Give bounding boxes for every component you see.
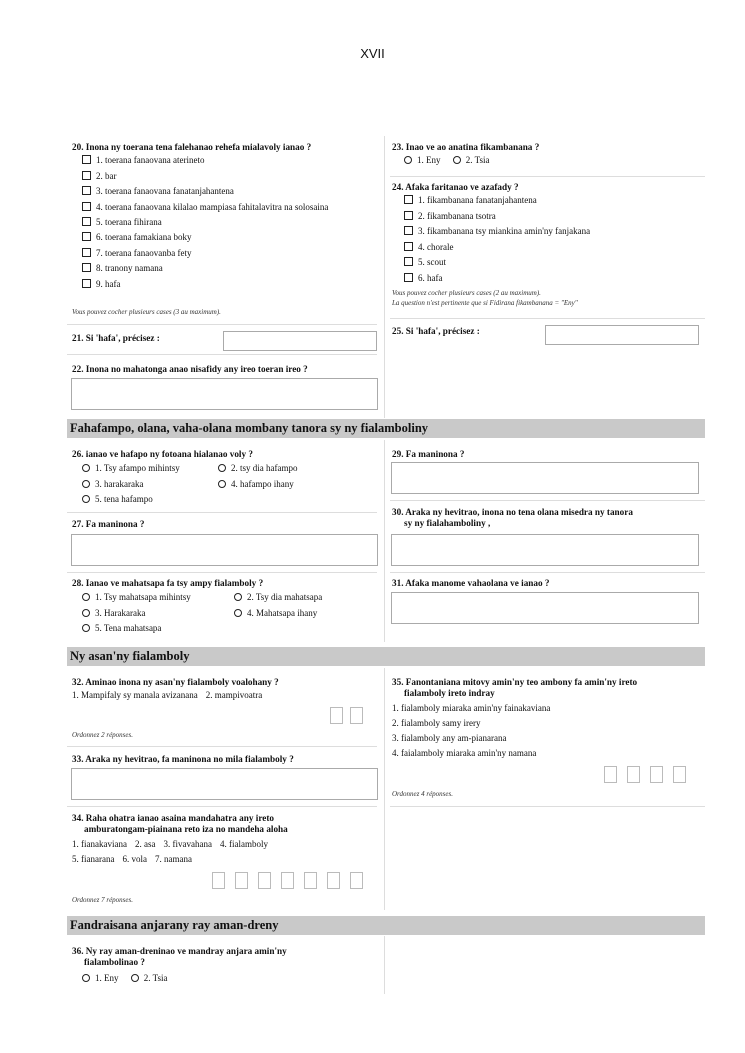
q32-option: 2. mampivoatra [205,690,263,700]
page-number: XVII [360,46,385,61]
q26-option[interactable]: 2. tsy dia hafampo [218,463,298,473]
q20-option[interactable]: 8. tranony namana [82,261,372,277]
row-divider [390,572,705,573]
q27-label: 27. Fa maninona ? [72,519,145,529]
q35-note: Ordonnez 4 réponses. [392,790,453,798]
radio-icon[interactable] [82,464,90,472]
radio-icon[interactable] [82,495,90,503]
q34-option: 7. namana [154,854,192,864]
checkbox-icon[interactable] [404,257,413,266]
radio-icon[interactable] [218,480,226,488]
rank-box[interactable] [673,766,686,783]
rank-box[interactable] [350,872,363,889]
rank-box[interactable] [235,872,248,889]
q20-option[interactable]: 9. hafa [82,277,372,293]
checkbox-icon[interactable] [404,195,413,204]
q24-option[interactable]: 1. fikambanana fanatanjahantena [404,193,590,209]
radio-icon[interactable] [234,609,242,617]
q31-label: 31. Afaka manome vahaolana ve ianao ? [392,578,550,588]
section-header: Fahafampo, olana, vaha-olana mombany tanora sy ny fialamboliny [67,419,705,438]
q26-options [82,461,377,508]
checkbox-icon[interactable] [404,211,413,220]
row-divider [390,806,705,807]
q20-option[interactable]: 4. toerana fanaovana kilalao mampiasa fahitalavitra na solosaina [82,200,372,215]
q20-option[interactable]: 2. bar [82,169,372,185]
column-divider [384,440,385,642]
q26-option[interactable]: 1. Tsy afampo mihintsy [82,461,218,477]
q34-options [72,837,276,867]
q35-label: 35. Fanontaniana mitovy amin'ny teo ambony fa amin'ny ireto fialamboly ireto indray [392,677,638,698]
q35-option: 3. fialamboly any am-pianarana [392,733,507,743]
radio-icon[interactable] [82,974,90,982]
checkbox-icon[interactable] [82,232,91,241]
radio-icon[interactable] [82,480,90,488]
column-divider [384,936,385,994]
q32-label: 32. Aminao inona ny asan'ny fialamboly voalohany ? [72,677,279,687]
checkbox-icon[interactable] [82,186,91,195]
q20-option[interactable]: 6. toerana famakiana boky [82,230,372,246]
q35-option: 1. fialamboly miaraka amin'ny fainakaviana [392,703,551,713]
checkbox-icon[interactable] [82,171,91,180]
rank-box[interactable] [650,766,663,783]
q20-option[interactable]: 3. toerana fanaovana fanatanjahantena [82,184,372,200]
rank-box[interactable] [627,766,640,783]
radio-icon[interactable] [131,974,139,982]
q28-option[interactable]: 4. Mahatsapa ihany [234,608,317,618]
q23-option-eny[interactable]: 1. Eny [404,155,441,165]
q26-option[interactable]: 5. tena hafampo [82,494,153,504]
rank-box[interactable] [350,707,363,724]
q24-option[interactable]: 5. scout [404,255,590,271]
q34-option: 6. vola [122,854,147,864]
q30-input[interactable] [391,534,699,566]
q34-option: 4. fialamboly [219,839,268,849]
radio-icon[interactable] [218,464,226,472]
q24-option[interactable]: 2. fikambanana tsotra [404,209,590,225]
q24-condition-note: La question n'est pertinente que si Fidirana fikambanana = "Eny" [392,299,578,307]
q21-input[interactable] [223,331,377,351]
q34-option: 1. fianakaviana [72,839,127,849]
radio-icon[interactable] [82,609,90,617]
checkbox-icon[interactable] [404,273,413,282]
checkbox-icon[interactable] [82,155,91,164]
q20-note: Vous pouvez cocher plusieurs cases (3 au maximum). [72,308,221,316]
q36-option-eny[interactable]: 1. Eny [82,973,119,983]
q28-option[interactable]: 2. Tsy dia mahatsapa [234,592,322,602]
q20-option[interactable]: 1. toerana fanaovana aterineto [82,153,372,169]
q35-options [392,701,550,761]
q20-options [82,153,372,292]
q23-options [404,153,489,169]
q27-input[interactable] [71,534,378,566]
q30-label: 30. Araka ny hevitrao, inona no tena olana misedra ny tanora sy ny fialahamboliny , [392,507,633,528]
q34-option: 2. asa [134,839,156,849]
q25-input[interactable] [545,325,699,345]
checkbox-icon[interactable] [82,217,91,226]
q20-option[interactable]: 7. toerana fanaovanba fety [82,246,372,262]
q31-input[interactable] [391,592,699,624]
q24-option[interactable]: 6. hafa [404,271,590,287]
column-divider [384,136,385,418]
q34-note: Ordonnez 7 réponses. [72,896,133,904]
q28-option[interactable]: 5. Tena mahatsapa [82,623,161,633]
row-divider [390,500,705,501]
q35-option: 2. fialamboly samy irery [392,718,481,728]
q32-options [72,688,270,703]
row-divider [67,354,377,355]
checkbox-icon[interactable] [404,242,413,251]
q25-label: 25. Si 'hafa', précisez : [392,326,480,336]
rank-box[interactable] [304,872,317,889]
q21-label: 21. Si 'hafa', précisez : [72,333,160,343]
section-header: Ny asan'ny fialamboly [67,647,705,666]
radio-icon[interactable] [82,593,90,601]
checkbox-icon[interactable] [82,248,91,257]
row-divider [67,806,377,807]
checkbox-icon[interactable] [82,279,91,288]
q24-option[interactable]: 3. fikambanana tsy miankina amin'ny fanjakana [404,224,590,240]
checkbox-icon[interactable] [82,202,91,211]
q22-label: 22. Inona no mahatonga anao nisafidy any ireo toeran ireo ? [72,364,308,374]
q29-label: 29. Fa maninona ? [392,449,465,459]
checkbox-icon[interactable] [82,263,91,272]
q28-label: 28. Ianao ve mahatsapa fa tsy ampy fialamboly ? [72,578,264,588]
q33-input[interactable] [71,768,378,800]
q34-option: 3. fivavahana [163,839,212,849]
row-divider [67,512,377,513]
rank-box[interactable] [212,872,225,889]
q28-option[interactable]: 1. Tsy mahatsapa mihintsy [82,590,234,606]
q32-note: Ordonnez 2 réponses. [72,731,133,739]
q24-note: Vous pouvez cocher plusieurs cases (2 au maximum). [392,289,541,297]
rank-box[interactable] [604,766,617,783]
row-divider [67,746,377,747]
rank-box[interactable] [258,872,271,889]
q32-option: 1. Mampifaly sy manala avizanana [72,690,198,700]
q23-option-tsia[interactable]: 2. Tsia [453,155,490,165]
section-header: Fandraisana anjarany ray aman-dreny [67,916,705,935]
q34-option: 5. fianarana [72,854,115,864]
row-divider [67,572,377,573]
row-divider [390,318,705,319]
q20-option[interactable]: 5. toerana fihirana [82,215,372,231]
q33-label: 33. Araka ny hevitrao, fa maninona no mila fialamboly ? [72,754,294,764]
row-divider [390,176,705,177]
q34-label: 34. Raha ohatra ianao asaina mandahatra any ireto amburatongam-piainana reto iza no mandeha aloha [72,813,288,834]
row-divider [67,324,377,325]
q28-option[interactable]: 3. Harakaraka [82,606,234,622]
q36-options [82,971,167,987]
q23-label: 23. Inao ve ao anatina fikambanana ? [392,142,540,152]
rank-box[interactable] [330,707,343,724]
q20-label: 20. Inona ny toerana tena falehanao rehefa mialavoly ianao ? [72,142,312,152]
q36-label: 36. Ny ray aman-dreninao ve mandray anjara amin'ny fialambolinao ? [72,946,287,967]
checkbox-icon[interactable] [404,226,413,235]
q29-input[interactable] [391,462,699,494]
q24-options [404,193,590,286]
radio-icon[interactable] [234,593,242,601]
q36-option-tsia[interactable]: 2. Tsia [131,973,168,983]
radio-icon[interactable] [82,624,90,632]
q28-options [82,590,377,637]
q24-label: 24. Afaka faritanao ve azafady ? [392,182,519,192]
rank-box[interactable] [281,872,294,889]
q35-option: 4. faialamboly miaraka amin'ny namana [392,748,537,758]
q26-option[interactable]: 4. hafampo ihany [218,479,294,489]
q26-label: 26. ianao ve hafapo ny fotoana hialanao voly ? [72,449,253,459]
q22-input[interactable] [71,378,378,410]
rank-box[interactable] [327,872,340,889]
q26-option[interactable]: 3. harakaraka [82,477,218,493]
radio-icon[interactable] [453,156,461,164]
column-divider [384,668,385,910]
q24-option[interactable]: 4. chorale [404,240,590,256]
radio-icon[interactable] [404,156,412,164]
